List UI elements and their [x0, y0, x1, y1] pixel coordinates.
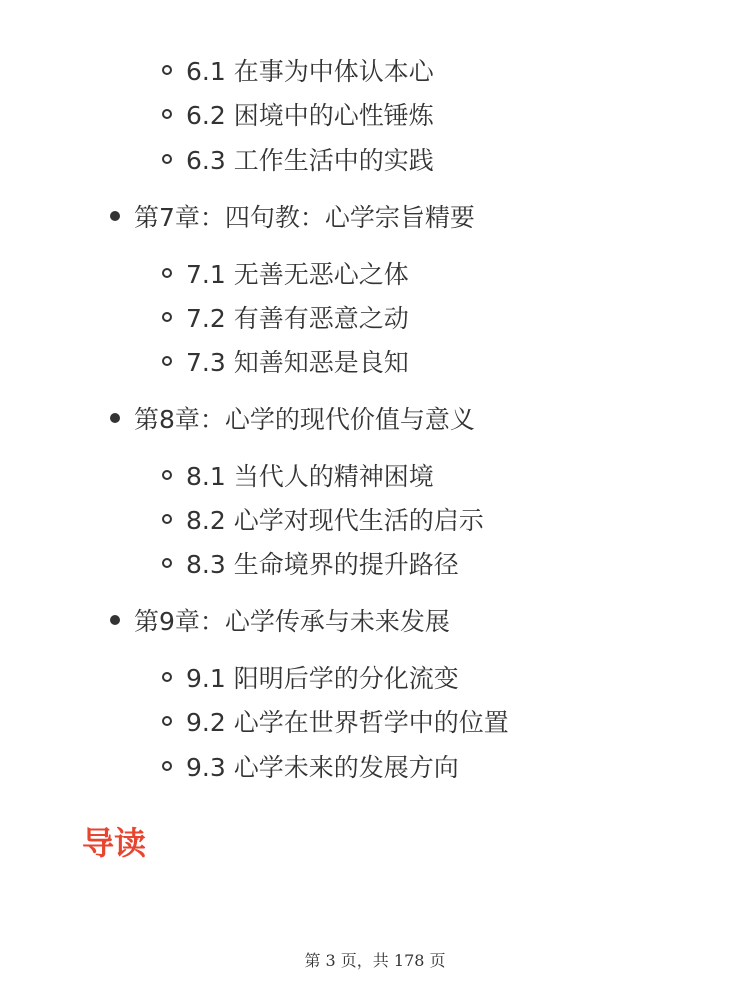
- hollow-bullet-icon: [162, 65, 172, 75]
- section-heading: 导读: [82, 824, 147, 862]
- toc-section-8-2[interactable]: [162, 499, 484, 539]
- hollow-bullet-icon: [162, 558, 172, 568]
- toc-section-9-2[interactable]: [162, 701, 509, 741]
- hollow-bullet-icon: [162, 470, 172, 480]
- toc-section-label: 6.2 困境中的心性锤炼: [186, 101, 434, 130]
- hollow-bullet-icon: [162, 761, 172, 771]
- hollow-bullet-icon: [162, 716, 172, 726]
- hollow-bullet-icon: [162, 154, 172, 164]
- toc-chapter-8[interactable]: [110, 398, 475, 438]
- toc-chapter-label: 第7章：四句教：心学宗旨精要: [134, 203, 475, 232]
- toc-section-label: 9.3 心学未来的发展方向: [186, 753, 459, 782]
- toc-section-7-1[interactable]: [162, 253, 409, 293]
- hollow-bullet-icon: [162, 672, 172, 682]
- toc-section-7-3[interactable]: [162, 341, 409, 381]
- toc-section-label: 8.3 生命境界的提升路径: [186, 550, 459, 579]
- toc-section-label: 7.1 无善无恶心之体: [186, 260, 409, 289]
- toc-chapter-7[interactable]: [110, 196, 475, 236]
- filled-bullet-icon: [110, 615, 120, 625]
- toc-section-9-3[interactable]: [162, 746, 459, 786]
- hollow-bullet-icon: [162, 312, 172, 322]
- toc-section-label: 8.2 心学对现代生活的启示: [186, 506, 484, 535]
- toc-section-label: 8.1 当代人的精神困境: [186, 462, 434, 491]
- toc-chapter-label: 第9章：心学传承与未来发展: [134, 607, 450, 636]
- hollow-bullet-icon: [162, 356, 172, 366]
- toc-section-6-1[interactable]: [162, 50, 434, 90]
- toc-section-6-2[interactable]: [162, 94, 434, 134]
- hollow-bullet-icon: [162, 268, 172, 278]
- toc-chapter-9[interactable]: [110, 600, 450, 640]
- toc-section-7-2[interactable]: [162, 297, 409, 337]
- toc-section-label: 7.3 知善知恶是良知: [186, 348, 409, 377]
- toc-section-label: 6.1 在事为中体认本心: [186, 57, 434, 86]
- toc-section-8-1[interactable]: [162, 455, 434, 495]
- hollow-bullet-icon: [162, 514, 172, 524]
- page-footer: 第 3 页，共 178 页: [304, 951, 446, 970]
- hollow-bullet-icon: [162, 109, 172, 119]
- filled-bullet-icon: [110, 413, 120, 423]
- toc-section-label: 7.2 有善有恶意之动: [186, 304, 409, 333]
- toc-section-8-3[interactable]: [162, 543, 459, 583]
- toc-section-9-1[interactable]: [162, 657, 459, 697]
- toc-section-6-3[interactable]: [162, 139, 434, 179]
- toc-section-label: 6.3 工作生活中的实践: [186, 146, 434, 175]
- toc-section-label: 9.1 阳明后学的分化流变: [186, 664, 459, 693]
- filled-bullet-icon: [110, 211, 120, 221]
- toc-section-label: 9.2 心学在世界哲学中的位置: [186, 708, 509, 737]
- toc-chapter-label: 第8章：心学的现代价值与意义: [134, 405, 475, 434]
